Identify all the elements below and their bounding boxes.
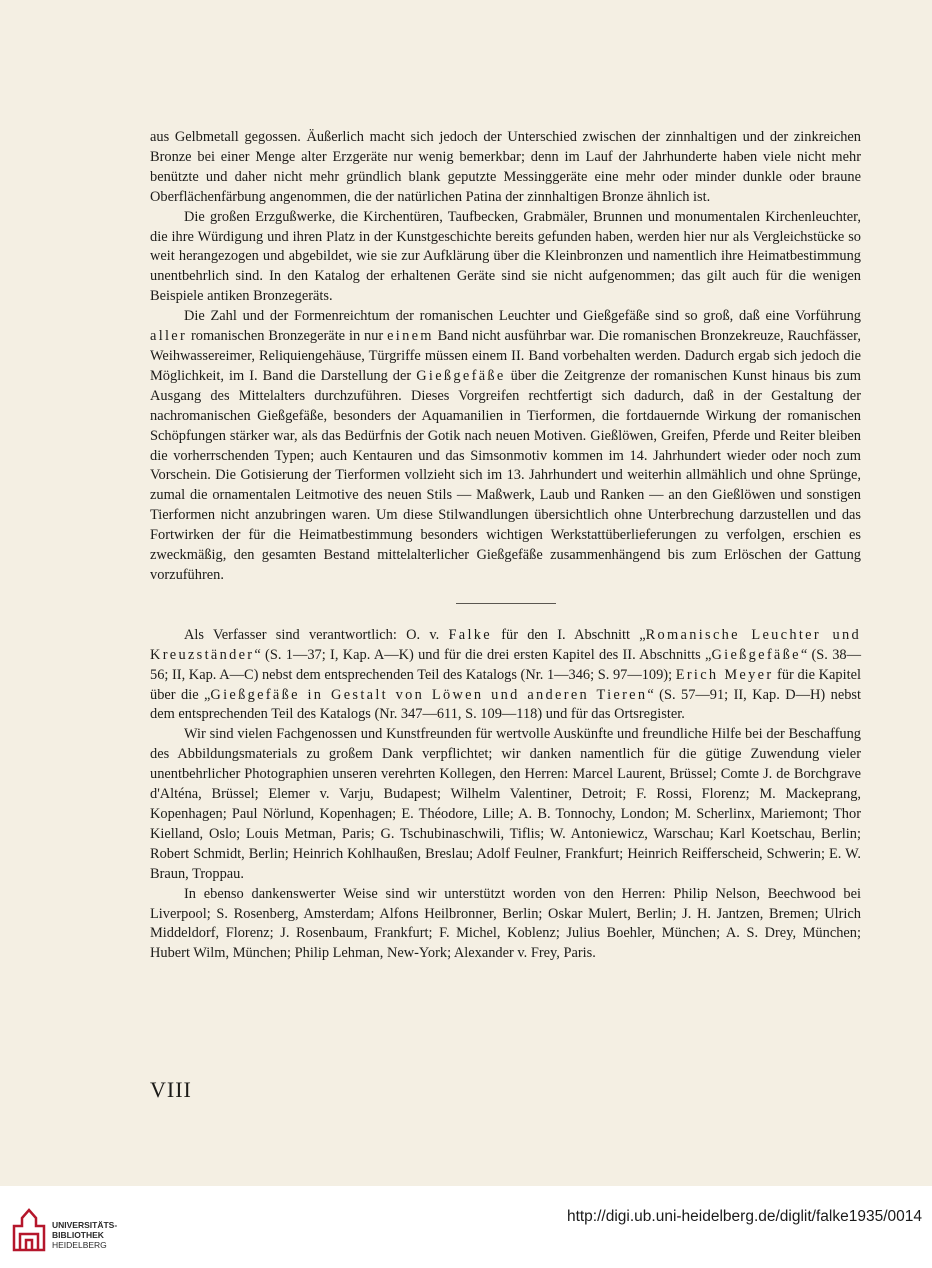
institution-name: [52, 1220, 117, 1250]
p3-emphasis-einem: einem: [387, 328, 434, 345]
footer-bar: [0, 1186, 932, 1268]
p3-text: Die Zahl und der Formenreichtum der romanischen Leuchter und Gießgefäße sind so groß, daß eine Vorführung: [184, 308, 861, 325]
institution-line: UNIVERSITÄTS-: [52, 1220, 118, 1230]
p3-text: Band nicht ausführbar war. Die romanischen Bronzekreuze, Rauchfässer, Weihwassereimer, Reliquiengehäuse, Türgriffe müssen einem II. Band vorbehalten werden. Dadurch ergab sich jedoch die Möglichkeit, im I. Band die Darstellung der: [150, 328, 861, 384]
p4-author-meyer: Erich Meyer: [675, 666, 774, 683]
p4-title-giessgefaesse: Gießgefäße: [711, 646, 801, 663]
p4-text: für die Kapitel über die „: [150, 666, 861, 703]
p3-emphasis-aller: aller: [150, 328, 188, 345]
body-text: [150, 128, 861, 964]
p4-title-leuchter: Romanische Leuchter und Kreuzständer: [150, 626, 861, 663]
paragraph-6: In ebenso dankenswerter Weise sind wir unterstützt worden von den Herren: Philip Nelson, Beechwood bei Liverpool; S. Rosenberg, Amsterdam; Alfons Heilbronner, Berlin; Oskar Mulert, Berlin; J. H. Jantzen, Bremen; Ulrich Middeldorf, Florenz; J. Rosenbaum, Frankfurt; F. Michel, Koblenz; Julius Boehler, München; A. S. Drey, München; Hubert Wilm, München; Philip Lehman, New-York; Alexander v. Frey, Paris.: [150, 885, 861, 962]
institution-line: HEIDELBERG: [52, 1240, 107, 1250]
p4-title-loewen: Gießgefäße in Gestalt von Löwen und anderen Tieren: [210, 686, 648, 703]
institution-line: BIBLIOTHEK: [52, 1230, 104, 1240]
paragraph-4: [150, 626, 861, 726]
university-library-logo-icon: [10, 1206, 48, 1254]
section-divider: [456, 603, 556, 604]
paragraph-2: Die großen Erzgußwerke, die Kirchentüren, Taufbecken, Grabmäler, Brunnen und monumentalen Kirchenleuchter, die ihre Würdigung und ihren Platz in der Kunstgeschichte bereits gefunden haben, werden hier nur als Vergleichstücke so weit herangezogen und abgebildet, wie sie zur Aufklärung über die Kleinbronzen und namentlich ihre Heimatbestimmung unentbehrlich sind. In den Katalog der erhaltenen Geräte sind sie nicht aufgenommen; das gilt auch für die wenigen Beispiele antiken Bronzegeräts.: [150, 208, 861, 305]
p4-text: für den I. Abschnitt „: [501, 626, 646, 643]
p4-text: “ (S. 38—56; II, Kap. A—C) nebst dem entsprechenden Teil des Katalogs (Nr. 1—346; S. 97—109);: [150, 646, 861, 683]
p4-text: “ (S. 1—37; I, Kap. A—K) und für die drei ersten Kapitel des II. Abschnitts „: [254, 646, 712, 663]
p3-emphasis-giessgefaesse: Gießgefäße: [416, 367, 506, 384]
p3-text: über die Zeitgrenze der romanischen Kunst hinaus bis zum Ausgang des Mittelalters durchzuführen. Dieses Vorgreifen rechtfertigt sich dadurch, daß in der Gestaltung der nachromanischen Gießgefäße, besonders der Aquamanilien in Tierformen, die fortdauernde Wirkung der romanischen Schöpfungen stärker war, als das Bedürfnis der Gotik nach neuen Motiven. Gießlöwen, Greifen, Pferde und Reiter bleiben die vorherrschenden Typen; auch Kentauren und das Simsonmotiv kommen im 14. Jahrhundert wieder oder noch zum Vorschein. Die Gotisierung der Tierformen vollzieht sich im 13. Jahrhundert und weiterhin allmählich und ohne Sprünge, zumal die ornamentalen Leitmotive des neuen Stils — Maßwerk, Laub und Ranken — an den Gießlöwen und sonstigen Tierformen nicht anzubringen waren. Um diese Stilwandlungen übersichtlich ohne Unterbrechung darzustellen und das Fortwirken der für die Heimatbestimmung besonders wichtigen Werkstattüberlieferungen zu verfolgen, erschien es zweckmäßig, den gesamten Bestand mittelalterlicher Gießgefäße zusammenhängend bis zum Erlöschen der Gattung vorzuführen.: [150, 367, 861, 583]
p4-text: Als Verfasser sind verantwortlich: O. v.: [184, 626, 440, 643]
p3-text: romanischen Bronzegeräte in nur: [190, 328, 384, 345]
paragraph-1: aus Gelbmetall gegossen. Äußerlich macht sich jedoch der Unterschied zwischen der zinnhaltigen und der zinkreichen Bronze bei einer Menge alter Erzgeräte nur wenig bemerkbar; denn im Lauf der Jahrhunderte haben viele nicht mehr benützte und daher nicht mehr gründlich blank geputzte Messinggeräte eine mehr oder minder dunkle oder braune Oberflächenfärbung angenommen, die der natürlichen Patina der zinnhaltigen Bronze ähnlich ist.: [150, 129, 861, 205]
paragraph-5: Wir sind vielen Fachgenossen und Kunstfreunden für wertvolle Auskünfte und freundliche Hilfe bei der Beschaffung des Abbildungsmaterials zu großem Dank verpflichtet; wir danken namentlich für die gütige Zuwendung vieler unentbehrlicher Photographien unseren verehrten Kollegen, den Herren: Marcel Laurent, Brüssel; Comte J. de Borchgrave d'Alténa, Brüssel; Elemer v. Varju, Budapest; Wilhelm Valentiner, Detroit; F. Rossi, Florenz; M. Mackeprang, Kopenhagen; Paul Nörlund, Kopenhagen; E. Théodore, Lille; A. B. Tonnochy, London; M. Scherlinx, Mariemont; Thor Kielland, Oslo; Louis Metman, Paris; G. Tschubinaschwili, Tiflis; W. Antoniewicz, Warschau; Karl Koetschau, Berlin; Robert Schmidt, Berlin; Heinrich Kohlhaußen, Breslau; Adolf Feulner, Frankfurt; Heinrich Reifferscheid, Schwerin; E. W. Braun, Troppau.: [150, 726, 861, 882]
source-url-link[interactable]: http://digi.ub.uni-heidelberg.de/diglit/falke1935/0014: [566, 1208, 922, 1225]
page-number: VIII: [150, 1077, 192, 1102]
paragraph-3: [150, 307, 861, 586]
p4-text: “ (S. 57—91; II, Kap. D—H) nebst dem entsprechenden Teil des Katalogs (Nr. 347—611, S. 109—118) und für das Ortsregister.: [150, 686, 861, 723]
p4-author-falke: Falke: [448, 626, 492, 643]
